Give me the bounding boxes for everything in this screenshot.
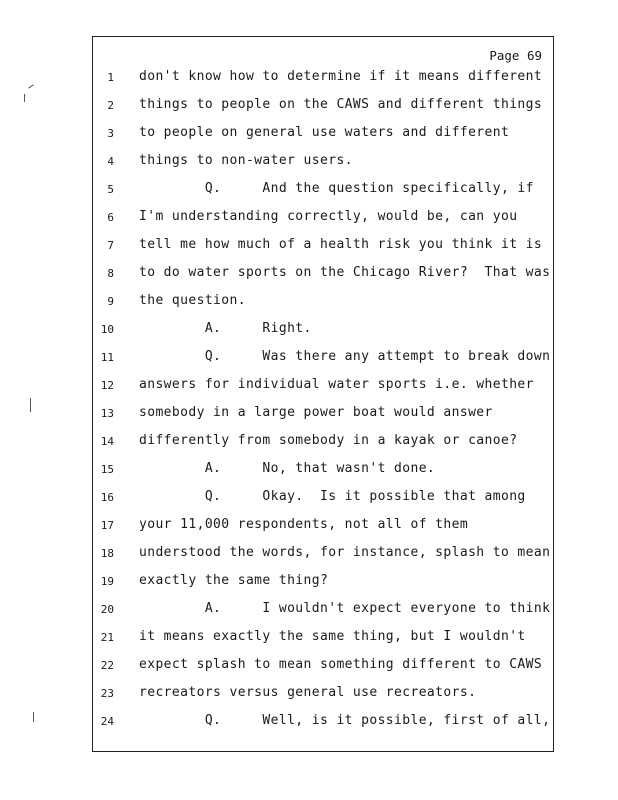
line-text: differently from somebody in a kayak or canoe? [139,433,518,448]
line-text: Q. Was there any attempt to break down [139,349,551,364]
transcript-line [0,657,618,681]
line-text: answers for individual water sports i.e. whether [139,377,534,392]
transcript-line [0,461,618,485]
line-number: 12 [100,379,114,392]
line-number: 22 [100,659,114,672]
line-number: 17 [100,519,114,532]
line-number: 9 [107,295,114,308]
scan-artifact [33,712,34,722]
line-text: Q. Okay. Is it possible that among [139,489,526,504]
line-text: the question. [139,293,246,308]
line-number: 13 [100,407,114,420]
line-text: Q. And the question specifically, if [139,181,534,196]
transcript-line [0,433,618,457]
transcript-line [0,97,618,121]
transcript-line [0,349,618,373]
transcript-line [0,209,618,233]
line-text: exactly the same thing? [139,573,329,588]
line-text: Q. Well, is it possible, first of all, [139,713,551,728]
line-number: 14 [100,435,114,448]
transcript-line [0,601,618,625]
line-number: 5 [107,183,114,196]
transcript-line [0,489,618,513]
line-text: A. I wouldn't expect everyone to think [139,601,551,616]
transcript-line [0,321,618,345]
line-number: 18 [100,547,114,560]
transcript-line [0,545,618,569]
line-number: 6 [107,211,114,224]
line-text: tell me how much of a health risk you think it is [139,237,543,252]
line-text: A. No, that wasn't done. [139,461,436,476]
scan-artifact [30,398,31,412]
line-text: somebody in a large power boat would answer [139,405,493,420]
line-number: 21 [100,631,114,644]
transcript-line [0,293,618,317]
transcript-line [0,713,618,737]
line-text: don't know how to determine if it means different [139,69,543,84]
page-number: Page 69 [489,48,542,63]
line-text: A. Right. [139,321,312,336]
line-text: it means exactly the same thing, but I wouldn't [139,629,526,644]
transcript-line [0,69,618,93]
line-number: 23 [100,687,114,700]
transcript-line [0,629,618,653]
scan-artifact [24,94,25,102]
line-number: 3 [107,127,114,140]
line-number: 7 [107,239,114,252]
line-number: 11 [100,351,114,364]
line-number: 19 [100,575,114,588]
transcript-line [0,517,618,541]
transcript-line [0,265,618,289]
line-text: I'm understanding correctly, would be, can you [139,209,518,224]
line-text: your 11,000 respondents, not all of them [139,517,469,532]
line-number: 2 [107,99,114,112]
line-number: 1 [107,71,114,84]
line-text: understood the words, for instance, splash to mean [139,545,551,560]
transcript-line [0,181,618,205]
transcript-line [0,573,618,597]
line-number: 10 [100,323,114,336]
line-text: expect splash to mean something different to CAWS [139,657,543,672]
line-number: 4 [107,155,114,168]
transcript-line [0,405,618,429]
transcript-line [0,685,618,709]
transcript-line [0,125,618,149]
line-number: 24 [100,715,114,728]
transcript-line [0,237,618,261]
line-text: recreators versus general use recreators. [139,685,477,700]
transcript-line [0,153,618,177]
transcript-line [0,377,618,401]
line-number: 8 [107,267,114,280]
line-text: things to non-water users. [139,153,353,168]
line-text: to people on general use waters and different [139,125,510,140]
line-number: 16 [100,491,114,504]
line-number: 20 [100,603,114,616]
line-text: things to people on the CAWS and different things [139,97,543,112]
line-text: to do water sports on the Chicago River? That was [139,265,551,280]
line-number: 15 [100,463,114,476]
